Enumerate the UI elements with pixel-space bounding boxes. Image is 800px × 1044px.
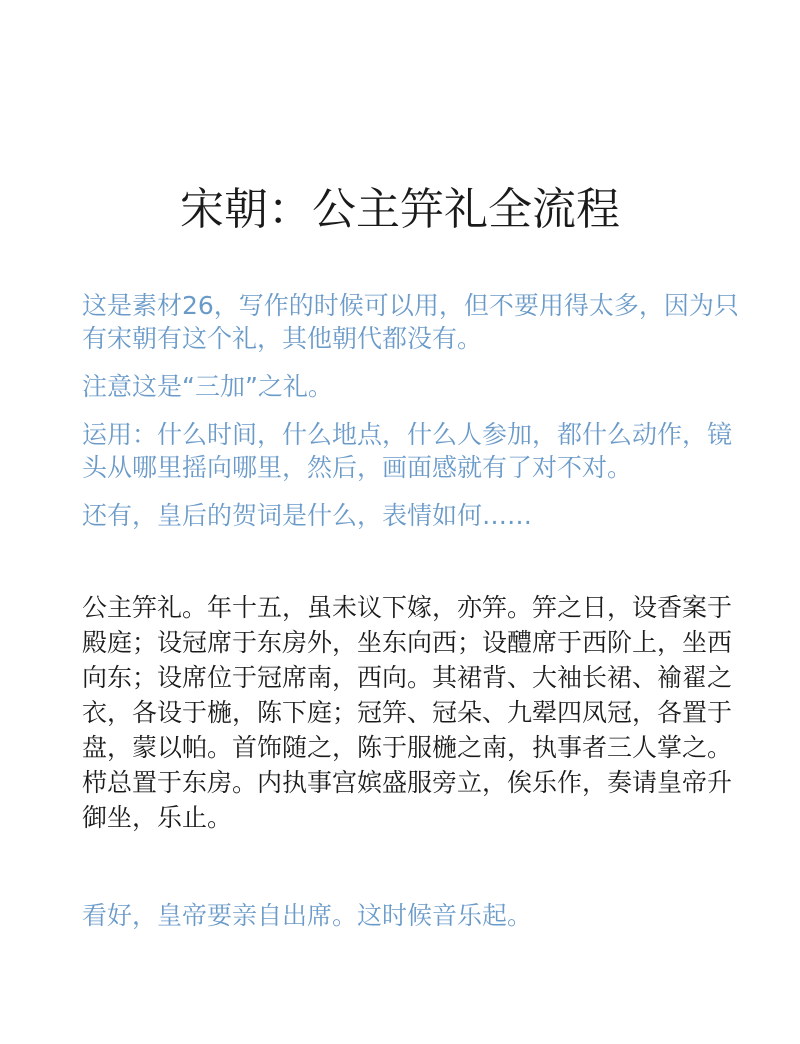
author-note-2: 注意这是“三加”之礼。 [82, 372, 333, 401]
author-note-4: 还有，皇后的贺词是什么，表情如何…… [82, 501, 533, 530]
classical-text-paragraph: 公主笄礼。年十五，虽未议下嫁，亦笄。笄之日，设香案于殿庭；设冠席于东房外，坐东向西；设醴席于西阶上，坐西向东；设席位于冠席南，西向。其裙背、大袖长裙、褕翟之衣，各设于椸，陈下庭；冠笄、冠朵、九翚四凤冠，各置于盘，蒙以帕。首饰随之，陈于服椸之南，执事者三人掌之。栉总置于东房。内执事宫嫔盛服旁立，俟乐作，奏请皇帝升御坐，乐止。 [82, 593, 733, 832]
page-title: 宋朝：公主笄礼全流程 [180, 184, 620, 235]
author-note-3: 运用：什么时间，什么地点，什么人参加，都什么动作，镜头从哪里摇向哪里，然后，画面感就有了对不对。 [82, 420, 733, 482]
closing-note: 看好，皇帝要亲自出席。这时候音乐起。 [82, 901, 533, 930]
author-note-1: 这是素材26，写作的时候可以用，但不要用得太多，因为只有宋朝有这个礼，其他朝代都没有。 [82, 291, 739, 353]
